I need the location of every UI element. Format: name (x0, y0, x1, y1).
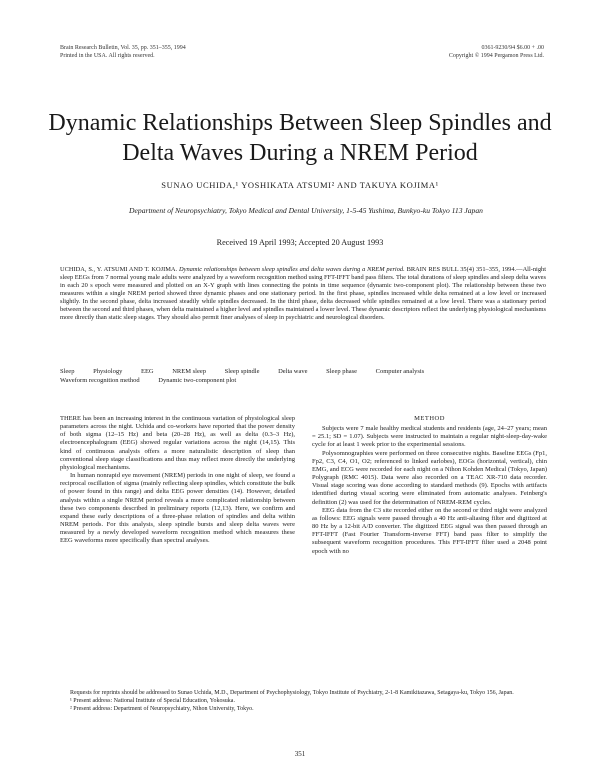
keyword: Sleep phase (326, 368, 358, 375)
keyword: Computer analysis (375, 368, 425, 375)
address-footnote-2: ² Present address: Department of Neuropsychiatry, Nihon University, Tokyo. (70, 705, 254, 712)
printed-notice: Printed in the USA. All rights reserved. (60, 53, 155, 59)
abstract (60, 266, 546, 322)
journal-header-left (60, 44, 186, 60)
keywords (60, 368, 546, 385)
address-footnote-1: ¹ Present address: National Institute of Special Education, Yokosuka. (70, 697, 235, 704)
keyword: Sleep (60, 368, 75, 375)
reprint-footnote: Requests for reprints should be addressed to Sunao Uchida, M.D., Department of Psychophysiology, Tokyo Institute of Psychiatry, 2-1-8 Kamikitazawa, Setagaya-ku, Tokyo 156, Japan. (70, 690, 514, 696)
paper-title: Dynamic Relationships Between Sleep Spindles and Delta Waves During a NREM Period (48, 110, 552, 167)
footnotes (60, 690, 546, 713)
method-paragraph-3: EEG data from the C3 site recorded either on the second or third night were analyzed as follows: EEG signals were passed through a 40 Hz anti-aliasing filter and digitized at 80 Hz by a 12-bit A/D converter. The digitized EEG signal was then passed through an FFT-IFFT (Fast Fourier Transform-inverse FFT) band pass filter to simplify the subsequent waveform recognition procedures. This FFT-IFFT filter used a 2048 point epoch with no (312, 506, 547, 555)
keyword: Physiology (93, 368, 123, 375)
keyword: Dynamic two-component plot (158, 376, 237, 384)
abstract-title: Dynamic relationships between sleep spindles and delta waves during a NREM period. (179, 266, 405, 273)
intro-paragraph-1: THERE has been an increasing interest in the continuous variation of physiological sleep parameters across the night. Uchida and co-workers have reported that the power density of both sigma (12–15 Hz) and beta (20–28 Hz), as well as delta (0.3–3 Hz), electroencephalogram (EEG) showed regular variations across the night (14,15). This kind of continuous analysis offers a more naturalistic description of sleep than conventional sleep stage classifications and thus may reflect more directly the underlying physiological mechanisms. (60, 415, 295, 471)
keyword: Waveform recognition method (60, 376, 140, 384)
keyword: Sleep spindle (224, 368, 260, 375)
author-list: SUNAO UCHIDA,¹ YOSHIKATA ATSUMI² AND TAKUYA KOJIMA¹ (161, 180, 439, 190)
journal-citation: Brain Research Bulletin, Vol. 35, pp. 351–355, 1994 (60, 45, 186, 51)
received-dates: Received 19 April 1993; Accepted 20 August 1993 (216, 238, 384, 247)
affiliation: Department of Neuropsychiatry, Tokyo Medical and Dental University, 1-5-45 Yushima, Bunkyo-ku Tokyo 113 Japan (129, 206, 483, 215)
copyright-notice: Copyright © 1994 Pergamon Press Ltd. (448, 53, 544, 59)
journal-header-right (449, 44, 544, 60)
keyword: EEG (140, 368, 154, 375)
keyword: Delta wave (278, 368, 308, 375)
abstract-citation: BRAIN RES BULL 35(4) 351–355, 1994. (406, 266, 517, 273)
method-column (312, 415, 547, 556)
issn-code: 0361-9230/94 $6.00 + .00 (481, 45, 544, 51)
method-paragraph-1: Subjects were 7 male healthy medical students and residents (age, 24–27 years; mean = 25.1; SD = 1.07). Subjects were instructed to maintain a regular night-sleep-day-wake cycle for at least 1 week prior to the experimental sessions. (312, 425, 547, 449)
intro-column (60, 415, 295, 546)
abstract-body: —All-night sleep EEGs from 7 normal young male adults were analyzed by a waveform recognition method using FFT-IFFT band pass filters. The total durations of sleep spindles and sleep delta waves in each 20 s epoch were measured and plotted on an X-Y graph with lines connecting the points in time sequence (dynamic two-component plot). The relationship between these two measures within a single NREM period showed three dynamic phases and one stationary period. In the first phase, spindles increased while delta remained at a low level or increased slightly. In the second phase, delta increased steadily while spindles decreased. In the third phase, delta decreased while spindles remained at a low level. There was a stationary period between the second and third phases, when delta maintained a higher level and spindles maintained a lower level. These dynamic descriptors reflect the underlying physiological mechanisms more directly than static sleep stages. They should also permit finer analyses of sleep in psychiatric and neurological disorders. (60, 266, 546, 321)
intro-paragraph-2: In human nonrapid eye movement (NREM) periods in one night of sleep, we found a reciprocal oscillation of sigma (mainly reflecting sleep spindles, which constitute the bulk of power found in this range) and delta EEG power densities (14). However, detailed analysis within a single NREM period reveals a more complicated relationship between these two components described in preliminary reports (12,13). Here, we confirm and expand these early descriptions of a three-phase relation of spindles and delta within NREM periods. For this analysis, sleep spindle bursts and sleep delta waves were measured by a newly developed waveform recognition method which measures these EEG waveforms more specifically than spectral analyses. (60, 472, 295, 545)
keyword: NREM sleep (172, 368, 206, 375)
method-heading: METHOD (414, 415, 445, 422)
abstract-authors: UCHIDA, S., Y. ATSUMI AND T. KOJIMA. (60, 266, 178, 273)
method-paragraph-2: Polysomnographies were performed on three consecutive nights. Baseline EEGs (Fp1, Fp2, C3, C4, O1, O2; referenced to linked earlobes), EOGs (horizontal, vertical), chin EMG, and ECG were recorded for each night on a Nihon Kohden Medical (Tokyo, Japan) Polygraph (RMC 4015). Data were also recorded on a TEAC XR-710 data recorder. Visual stage scoring was done according to standard methods (9). Epochs with artifacts identified during visual scoring were eliminated from automatic analyses. Feinberg's definition (2) was used for the determination of NREM-REM cycles. (312, 449, 547, 506)
page-number: 351 (294, 750, 306, 758)
